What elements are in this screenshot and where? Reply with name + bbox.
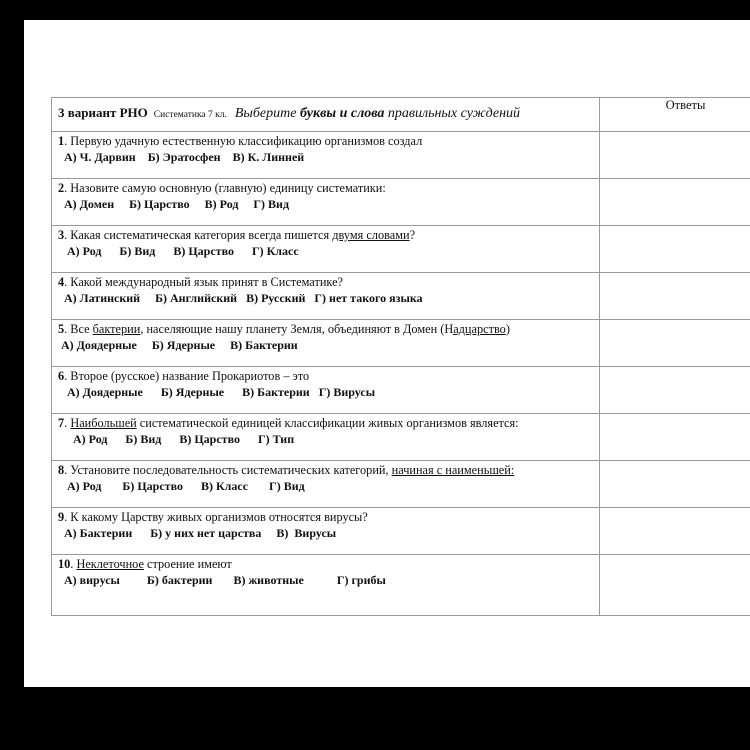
question-text-underlined: адцарство — [453, 322, 506, 336]
answer-cell[interactable] — [600, 226, 750, 273]
question-cell — [52, 367, 600, 414]
question-number: 8 — [58, 463, 65, 477]
answer-cell[interactable] — [600, 132, 750, 179]
question-text: строение имеют — [143, 557, 232, 571]
question-row — [52, 320, 750, 367]
question-row — [52, 414, 750, 461]
question-text: систематической единицей классификации живых организмов является: — [136, 416, 519, 430]
answer-options: А) Доядерные Б) Ядерные В) Бактерии Г) Вирусы — [58, 384, 376, 399]
question-text-underlined: начиная с наименьшей: — [391, 463, 515, 477]
question-row — [52, 461, 750, 508]
question-row — [52, 508, 750, 555]
subject-label: Систематика 7 кл. — [153, 110, 227, 120]
question-text: . Второе (русское) название Прокариотов – это — [64, 369, 310, 383]
question-cell — [52, 273, 600, 320]
answer-options: А) Домен Б) Царство В) Род Г) Вид — [58, 196, 290, 211]
header-cell — [52, 98, 600, 132]
question-text-underlined: бактерии — [92, 322, 141, 336]
answer-options: А) Бактерии Б) у них нет царства В) Вирусы — [58, 525, 337, 540]
answer-cell[interactable] — [600, 179, 750, 226]
question-number: 4 — [58, 275, 65, 289]
question-text: . Назовите самую основную (главную) единицу систематики: — [64, 181, 386, 195]
variant-title: 3 вариант РНО — [58, 105, 148, 120]
instruction-bold: буквы и слова — [299, 106, 385, 121]
answer-cell[interactable] — [600, 508, 750, 555]
question-row — [52, 555, 750, 616]
question-text: . Какой международный язык принят в Систематике? — [64, 275, 343, 289]
question-text: . Первую удачную естественную классификацию организмов создал — [64, 134, 423, 148]
answer-options: А) Род Б) Вид В) Царство Г) Тип — [58, 431, 295, 446]
question-text: . — [64, 416, 71, 430]
worksheet-table — [51, 97, 750, 616]
question-text: , населяющие нашу планету Земля, объединяют в Домен (Н — [140, 322, 454, 336]
answer-options: А) Латинский Б) Английский В) Русский Г) нет такого языка — [58, 290, 423, 305]
question-number: 5 — [58, 322, 65, 336]
answer-cell[interactable] — [600, 320, 750, 367]
worksheet-page — [24, 20, 750, 687]
question-row — [52, 179, 750, 226]
question-number: 3 — [58, 228, 65, 242]
question-cell — [52, 414, 600, 461]
answer-cell[interactable] — [600, 367, 750, 414]
question-cell — [52, 461, 600, 508]
question-row — [52, 273, 750, 320]
question-number: 7 — [58, 416, 65, 430]
answer-cell[interactable] — [600, 273, 750, 320]
answers-header — [600, 98, 750, 132]
instruction — [235, 106, 520, 121]
question-cell — [52, 320, 600, 367]
answer-cell[interactable] — [600, 461, 750, 508]
question-number: 9 — [58, 510, 65, 524]
question-number: 1 — [58, 134, 65, 148]
answer-cell[interactable] — [600, 555, 750, 616]
question-cell — [52, 508, 600, 555]
answer-cell[interactable] — [600, 414, 750, 461]
question-number: 10 — [58, 557, 71, 571]
instruction-post: правильных суждений — [387, 106, 521, 121]
question-text: . Какая систематическая категория всегда пишется — [64, 228, 333, 242]
answer-options: А) Род Б) Вид В) Царство Г) Класс — [58, 243, 299, 258]
question-text-underlined: Наибольшей — [70, 416, 137, 430]
question-cell — [52, 226, 600, 273]
question-text: ? — [409, 228, 416, 242]
question-text: . — [70, 557, 77, 571]
question-cell — [52, 555, 600, 616]
instruction-pre: Выберите — [234, 106, 297, 121]
answer-options: А) Ч. Дарвин Б) Эратосфен В) К. Линней — [58, 149, 305, 164]
question-row — [52, 132, 750, 179]
question-text: . Установите последовательность систематических категорий, — [64, 463, 392, 477]
answers-label: Ответы — [665, 98, 706, 112]
answer-options: А) Род Б) Царство В) Класс Г) Вид — [58, 478, 305, 493]
question-cell — [52, 179, 600, 226]
question-text: . К какому Царству живых организмов относятся вирусы? — [64, 510, 368, 524]
question-text: . Все — [64, 322, 93, 336]
question-number: 6 — [58, 369, 65, 383]
question-row — [52, 226, 750, 273]
answer-options: А) вирусы Б) бактерии В) животные Г) грибы — [58, 572, 386, 587]
question-row — [52, 367, 750, 414]
header-row — [52, 98, 750, 132]
question-cell — [52, 132, 600, 179]
question-text: ) — [505, 322, 510, 336]
question-text-underlined: двумя словами — [332, 228, 410, 242]
answer-options: А) Доядерные Б) Ядерные В) Бактерии — [58, 337, 298, 352]
question-number: 2 — [58, 181, 65, 195]
question-text-underlined: Неклеточное — [76, 557, 144, 571]
